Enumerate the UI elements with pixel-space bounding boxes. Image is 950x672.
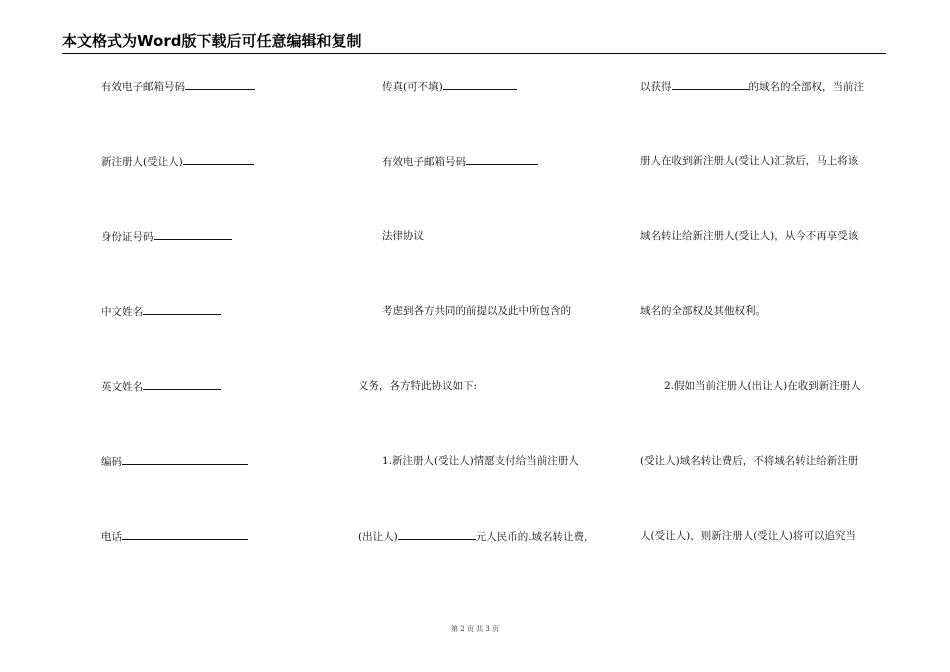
field-phone-label: 电话: [101, 531, 122, 543]
field-postal-code: [101, 454, 248, 469]
field-fax: [382, 79, 517, 94]
clause-1-continued-line: [640, 79, 864, 94]
clause-1-fee-text: 元人民币的.域名转让费，: [475, 531, 595, 543]
transfer-fee-blank: [398, 529, 476, 540]
paragraph-line: 域名的全部权及其他权利。: [640, 305, 766, 317]
paragraph-line: 域名转让给新注册人(受让人)，从今不再享受该: [640, 230, 859, 242]
field-chinese-name-label: 中文姓名: [101, 306, 143, 318]
field-email-2-blank: [466, 154, 538, 165]
section-heading-legal-agreement: 法律协议: [382, 230, 424, 242]
page-number: 第 2 页 共 3 页: [450, 625, 500, 633]
domain-name-blank: [672, 79, 749, 90]
clause-1-line-fee: [358, 529, 595, 544]
paragraph-line: 义务，各方特此协议如下:: [358, 380, 478, 392]
field-postal-code-label: 编码: [101, 456, 122, 468]
field-new-registrant: [101, 154, 254, 169]
field-phone-blank: [122, 529, 248, 540]
field-new-registrant-blank: [183, 154, 254, 165]
paragraph-line: 册人在收到新注册人(受让人)汇款后，马上将该: [640, 155, 859, 167]
field-fax-label: 传真(可不填): [382, 81, 443, 93]
field-email-blank: [185, 79, 255, 90]
field-id-number-label: 身份证号码: [101, 231, 154, 243]
field-chinese-name-blank: [143, 304, 221, 315]
field-email-label: 有效电子邮箱号码: [101, 81, 185, 93]
header-divider: [62, 53, 886, 54]
field-new-registrant-label: 新注册人(受让人): [101, 156, 183, 168]
field-english-name: [101, 379, 221, 394]
clause-2-line: 2.假如当前注册人(出让人)在收到新注册人: [664, 380, 861, 392]
field-phone: [101, 529, 248, 544]
clause-1-ownership-text: 的域名的全部权，当前注: [748, 81, 864, 93]
field-id-number: [101, 229, 232, 244]
clause-2-line: 人(受让人)，则新注册人(受让人)将可以追究当: [640, 530, 856, 542]
paragraph-line: 考虑到各方共同的前提以及此中所包含的: [382, 305, 571, 317]
field-email-2-label: 有效电子邮箱号码: [382, 156, 466, 168]
field-email-2: [382, 154, 538, 169]
field-email: [101, 79, 255, 94]
field-english-name-blank: [143, 379, 221, 390]
field-fax-blank: [443, 79, 517, 90]
clause-1-obtain-text: 以获得: [640, 81, 672, 93]
field-id-number-blank: [154, 229, 232, 240]
clause-1-line: 1.新注册人(受让人)情愿支付给当前注册人: [382, 455, 579, 467]
field-english-name-label: 英文姓名: [101, 381, 143, 393]
clause-1-party-label: (出让人): [358, 531, 398, 543]
clause-2-line: (受让人)域名转让费后，不将域名转让给新注册: [640, 455, 859, 467]
field-chinese-name: [101, 304, 221, 319]
document-header-title: 本文格式为Word版下载后可任意编辑和复制: [62, 32, 362, 50]
field-postal-code-blank: [122, 454, 248, 465]
